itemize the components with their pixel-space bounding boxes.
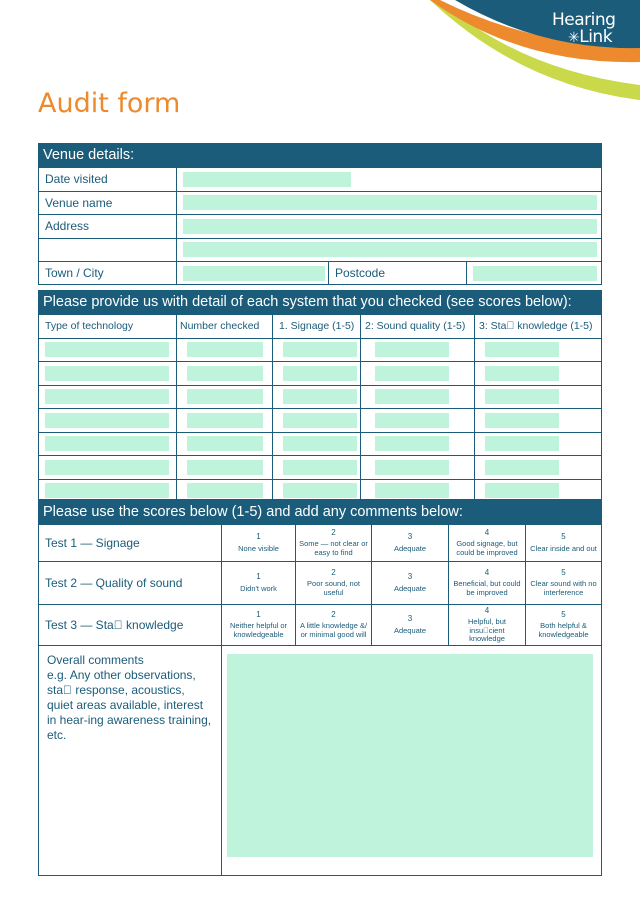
systems-field[interactable]	[187, 342, 263, 357]
systems-field[interactable]	[283, 483, 357, 498]
systems-field[interactable]	[283, 413, 357, 428]
systems-row	[39, 432, 601, 456]
address-label: Address	[39, 215, 177, 238]
score-description: Good signage, but could be improved	[456, 539, 518, 557]
score-number: 4	[484, 567, 490, 577]
score-level	[296, 562, 372, 604]
col-technology: Type of technology	[39, 315, 177, 338]
score-level	[296, 525, 372, 561]
score-row	[39, 561, 601, 604]
venue-name-field[interactable]	[183, 195, 597, 210]
systems-header: Please provide us with detail of each system that you checked (see scores below):	[39, 291, 601, 314]
systems-field[interactable]	[45, 436, 169, 451]
venue-details-header: Venue details:	[39, 144, 601, 167]
address-field-1[interactable]	[183, 219, 597, 234]
comments-section	[38, 645, 602, 876]
comments-hint: e.g. Any other observations, sta  response, acoustics, quiet areas available, interest in hear-ing awareness training, etc.	[47, 668, 212, 742]
score-number: 2	[331, 527, 336, 537]
score-row	[39, 524, 601, 561]
systems-field[interactable]	[283, 366, 357, 381]
systems-field[interactable]	[187, 483, 263, 498]
score-description: A little knowledge &/ or minimal good will	[299, 621, 368, 639]
score-number: 5	[561, 532, 566, 541]
systems-field[interactable]	[485, 436, 559, 451]
score-level	[222, 525, 296, 561]
town-label: Town / City	[39, 262, 177, 285]
systems-field[interactable]	[45, 460, 169, 475]
score-level	[222, 562, 296, 604]
systems-field[interactable]	[283, 342, 357, 357]
systems-field[interactable]	[375, 460, 449, 475]
score-row	[39, 604, 601, 645]
systems-field[interactable]	[375, 483, 449, 498]
score-number: 3	[407, 532, 413, 541]
systems-field[interactable]	[485, 342, 559, 357]
score-level	[296, 605, 372, 645]
systems-field[interactable]	[187, 436, 263, 451]
score-description: Poor sound, not useful	[307, 579, 360, 597]
score-description: Clear inside and out	[530, 543, 597, 553]
systems-row	[39, 338, 601, 362]
scores-section	[38, 500, 602, 646]
score-number: 3	[407, 614, 413, 623]
venue-name-label: Venue name	[39, 192, 177, 215]
page-title: Audit form	[38, 88, 181, 119]
score-description: Adequate	[393, 583, 427, 593]
systems-field[interactable]	[485, 389, 559, 404]
systems-field[interactable]	[375, 342, 449, 357]
score-number: 3	[407, 572, 413, 581]
systems-field[interactable]	[187, 366, 263, 381]
score-number: 5	[561, 567, 566, 577]
scores-header: Please use the scores below (1-5) and add any comments below:	[39, 501, 601, 524]
date-visited-label: Date visited	[39, 168, 177, 191]
systems-field[interactable]	[283, 389, 357, 404]
date-visited-field[interactable]	[183, 172, 351, 187]
score-description: Didn't work	[240, 583, 277, 593]
score-description: Both helpful & knowledgeable	[538, 621, 589, 639]
systems-field[interactable]	[187, 460, 263, 475]
town-field[interactable]	[183, 266, 325, 281]
comments-field[interactable]	[227, 654, 593, 857]
systems-row	[39, 385, 601, 409]
systems-row	[39, 479, 601, 503]
systems-field[interactable]	[45, 483, 169, 498]
score-number: 4	[484, 605, 490, 615]
col-sound-quality: 2: Sound quality (1-5)	[361, 315, 475, 338]
comments-title: Overall comments	[47, 653, 144, 667]
systems-field[interactable]	[375, 389, 449, 404]
systems-field[interactable]	[485, 483, 559, 498]
systems-field[interactable]	[485, 460, 559, 475]
systems-field[interactable]	[375, 413, 449, 428]
score-number: 4	[484, 527, 490, 537]
score-level	[449, 562, 526, 604]
postcode-field[interactable]	[473, 266, 597, 281]
score-description: Some — not clear or easy to find	[299, 539, 368, 557]
systems-row	[39, 408, 601, 432]
systems-section	[38, 290, 602, 500]
postcode-label: Postcode	[329, 262, 467, 285]
score-level	[222, 605, 296, 645]
score-number: 1	[256, 532, 261, 541]
score-level	[526, 525, 601, 561]
address-field-2[interactable]	[183, 242, 597, 257]
score-level	[526, 605, 601, 645]
score-test-label: Test 3 — Sta  knowledge	[39, 605, 222, 645]
systems-field[interactable]	[45, 342, 169, 357]
score-number: 5	[561, 609, 566, 619]
systems-field[interactable]	[375, 366, 449, 381]
score-description: None visible	[238, 543, 279, 553]
score-level	[449, 525, 526, 561]
systems-field[interactable]	[485, 413, 559, 428]
score-test-label: Test 2 — Quality of sound	[39, 562, 222, 604]
score-level	[372, 525, 449, 561]
systems-row	[39, 455, 601, 479]
score-test-label: Test 1 — Signage	[39, 525, 222, 561]
address-blank-label	[39, 239, 177, 262]
systems-field[interactable]	[45, 389, 169, 404]
venue-details-section	[38, 143, 602, 285]
score-description: Beneficial, but could be improved	[453, 579, 521, 597]
systems-column-headers	[39, 314, 601, 338]
score-level	[372, 605, 449, 645]
systems-field[interactable]	[45, 413, 169, 428]
col-number-checked: Number checked	[177, 315, 273, 338]
score-description: Adequate	[393, 625, 427, 635]
score-level	[526, 562, 601, 604]
score-level	[372, 562, 449, 604]
score-description: Clear sound with no interference	[530, 579, 597, 597]
systems-field[interactable]	[187, 389, 263, 404]
systems-field[interactable]	[45, 366, 169, 381]
systems-row	[39, 361, 601, 385]
score-description: Helpful, but insu cient knowledge	[468, 617, 506, 643]
score-number: 2	[331, 567, 336, 577]
systems-field[interactable]	[485, 366, 559, 381]
score-number: 1	[256, 572, 261, 581]
hearing-link-logo: Hearing ✳Link	[552, 10, 616, 47]
score-level	[449, 605, 526, 645]
col-signage: 1. Signage (1-5)	[273, 315, 361, 338]
systems-field[interactable]	[187, 413, 263, 428]
systems-field[interactable]	[375, 436, 449, 451]
score-description: Adequate	[393, 543, 427, 553]
ear-icon: ✳	[568, 30, 580, 46]
systems-field[interactable]	[283, 460, 357, 475]
col-staff-knowledge: 3: Sta  knowledge (1-5)	[479, 320, 593, 333]
systems-field[interactable]	[283, 436, 357, 451]
score-number: 2	[331, 609, 336, 619]
score-description: Neither helpful or knowledgeable	[229, 621, 288, 639]
score-number: 1	[256, 609, 261, 619]
